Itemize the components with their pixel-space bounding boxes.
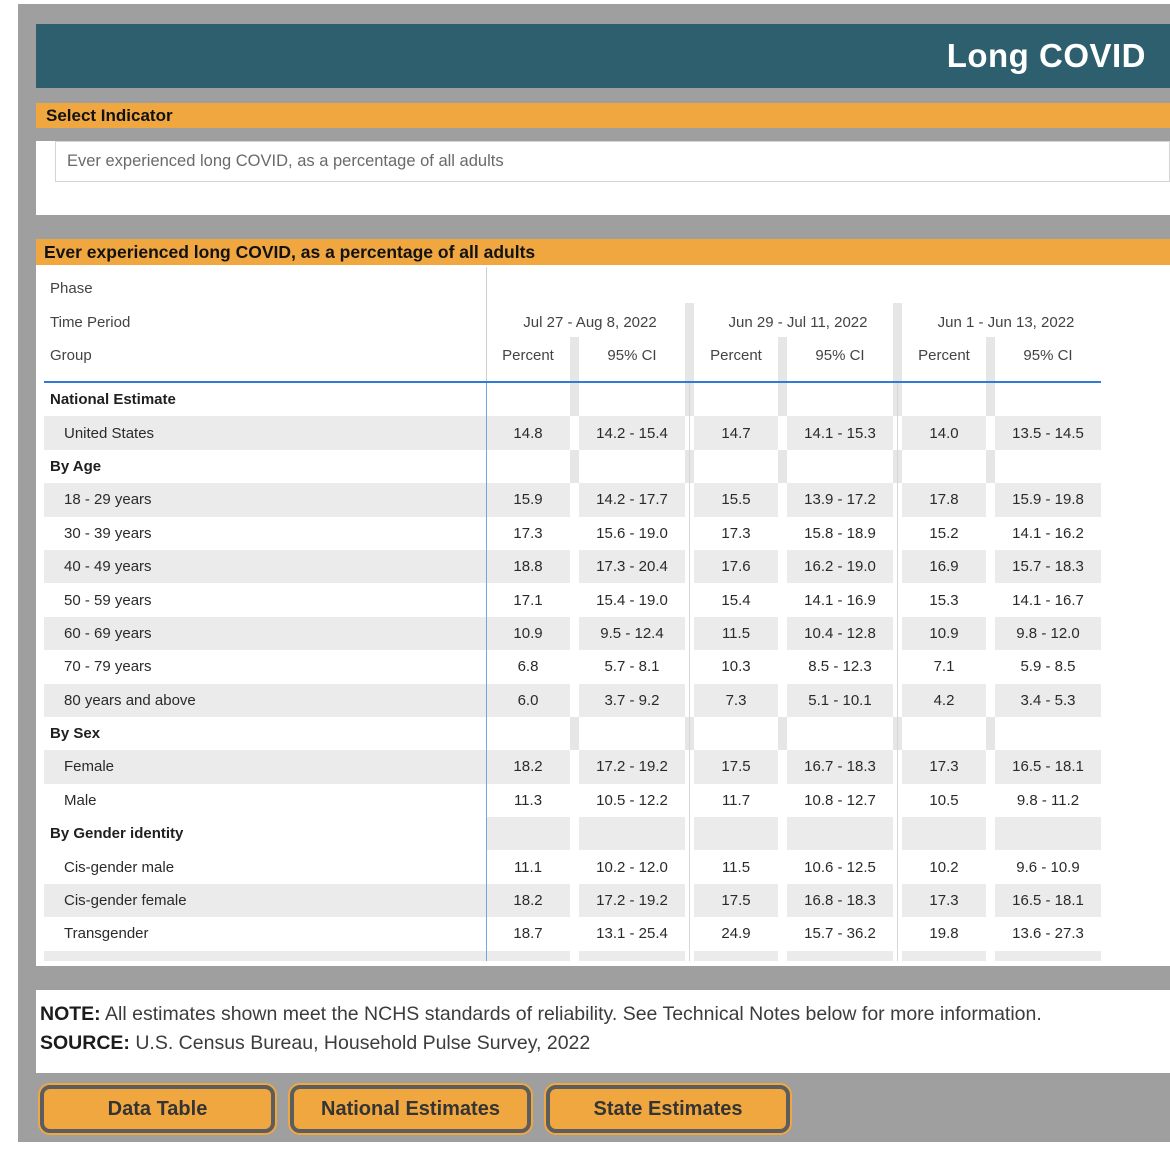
ci-cell: [579, 383, 685, 416]
group-label: Group: [50, 347, 92, 364]
row-label: By Sex: [50, 725, 101, 743]
ci-cell: 5.7 - 8.1: [604, 658, 660, 676]
cell-gap: [778, 951, 787, 961]
table-row[interactable]: [44, 550, 1101, 583]
percent-cell: 10.9: [486, 617, 570, 650]
cell-gap: [570, 917, 579, 950]
ci-cell: [995, 383, 1101, 416]
cell-gap: [778, 884, 787, 917]
source-label: SOURCE:: [40, 1032, 130, 1054]
cell-gap: [778, 850, 787, 883]
ci-cell: 9.8 - 11.2: [1016, 791, 1080, 809]
row-label: Female: [44, 750, 486, 783]
percent-cell: 15.4: [721, 591, 751, 609]
indicator-dropdown-value: Ever experienced long COVID, as a percentage of all adults: [67, 152, 504, 170]
ci-cell: [995, 817, 1101, 850]
percent-cell: 14.0: [902, 416, 986, 449]
percent-cell: [694, 450, 778, 483]
ci-cell: 17.3 - 20.4: [579, 550, 685, 583]
national-estimates-button[interactable]: National Estimates: [290, 1085, 531, 1133]
percent-cell: [902, 450, 986, 483]
page-title: Long COVID: [946, 37, 1146, 74]
notes-panel: [36, 990, 1170, 1073]
note-text: All estimates shown meet the NCHS standards of reliability. See Technical Notes below for more information.: [100, 1003, 1042, 1025]
ci-cell: 9.8 - 12.0: [995, 617, 1101, 650]
cell-gap: [778, 617, 787, 650]
ci-cell: 14.2 - 17.7: [579, 483, 685, 516]
row-label: Transgender: [64, 925, 149, 943]
cell-gap: [570, 784, 579, 817]
category-row: [44, 817, 1101, 850]
row-label: 18 - 29 years: [44, 483, 486, 516]
percent-cell: 10.3: [721, 658, 751, 676]
percent-cell: 17.6: [694, 550, 778, 583]
ci-cell: 15.7 - 18.3: [995, 550, 1101, 583]
cell-gap: [570, 850, 579, 883]
cell-gap: [986, 717, 995, 750]
percent-cell: 18.7: [513, 925, 543, 943]
ci-cell: [787, 717, 893, 750]
percent-cell: 4.2: [902, 684, 986, 717]
ci-cell: 16.5 - 18.1: [995, 884, 1101, 917]
column-separator: [570, 337, 579, 381]
table-row[interactable]: [44, 617, 1101, 650]
percent-cell: [694, 951, 778, 961]
cell-gap: [570, 684, 579, 717]
percent-cell: [486, 450, 570, 483]
percent-cell: 17.3: [902, 750, 986, 783]
percent-cell: 18.2: [486, 750, 570, 783]
cell-gap: [986, 684, 995, 717]
cell-gap: [986, 917, 995, 950]
ci-cell: 16.2 - 19.0: [787, 550, 893, 583]
percent-cell: 17.5: [694, 884, 778, 917]
cell-gap: [986, 817, 995, 850]
cell-gap: [986, 617, 995, 650]
group-separator: [685, 303, 694, 381]
ci-cell: 5.9 - 8.5: [1020, 658, 1076, 676]
percent-cell: 15.3: [929, 591, 959, 609]
ci-column-header: 95% CI: [607, 347, 657, 364]
ci-cell: 16.5 - 18.1: [995, 750, 1101, 783]
ci-cell: 15.7 - 36.2: [804, 925, 876, 943]
percent-column-header: Percent: [710, 347, 762, 364]
ci-cell: 15.9 - 19.8: [995, 483, 1101, 516]
table-row[interactable]: [44, 784, 1101, 817]
percent-cell: 11.7: [721, 791, 751, 809]
percent-cell: [486, 951, 570, 961]
row-label: 50 - 59 years: [64, 591, 152, 609]
ci-cell: 14.1 - 16.9: [804, 591, 876, 609]
source-line: [40, 1029, 1170, 1058]
cell-gap: [570, 383, 579, 416]
ci-column-header: 95% CI: [1023, 347, 1073, 364]
percent-cell: 15.2: [929, 524, 959, 542]
cell-gap: [570, 951, 579, 961]
ci-cell: 14.1 - 16.7: [1012, 591, 1084, 609]
percent-cell: 16.9: [902, 550, 986, 583]
table-row[interactable]: [44, 483, 1101, 516]
percent-cell: 11.5: [721, 858, 751, 876]
cell-gap: [778, 684, 787, 717]
ci-cell: 14.1 - 16.2: [1012, 524, 1084, 542]
ci-cell: 3.4 - 5.3: [995, 684, 1101, 717]
cell-gap: [986, 483, 995, 516]
percent-column-header: Percent: [502, 347, 554, 364]
row-label: 60 - 69 years: [44, 617, 486, 650]
row-label: By Age: [50, 457, 102, 475]
ci-cell: [787, 951, 893, 961]
ci-cell: [995, 450, 1101, 483]
table-row[interactable]: [44, 917, 1101, 950]
ci-cell: 10.2 - 12.0: [596, 858, 668, 876]
matrix-title: Ever experienced long COVID, as a percentage of all adults: [44, 241, 536, 262]
select-indicator-label: Select Indicator: [46, 105, 173, 125]
percent-cell: [902, 383, 986, 416]
row-label: United States: [44, 416, 486, 449]
cell-gap: [778, 583, 787, 616]
cell-gap: [778, 517, 787, 550]
ci-cell: [579, 450, 685, 483]
data-table-button[interactable]: Data Table: [40, 1085, 275, 1133]
percent-cell: 7.3: [694, 684, 778, 717]
cell-gap: [570, 483, 579, 516]
row-label: National Estimate: [50, 391, 176, 409]
matrix-header: [44, 265, 1101, 383]
cell-gap: [986, 784, 995, 817]
percent-cell: 10.2: [929, 858, 959, 876]
ci-cell: 10.8 - 12.7: [804, 791, 876, 809]
matrix-panel[interactable]: [36, 265, 1170, 966]
column-separator: [778, 337, 787, 381]
ci-cell: [995, 717, 1101, 750]
cell-gap: [570, 650, 579, 683]
percent-cell: 17.5: [694, 750, 778, 783]
period-label: Jun 29 - Jul 11, 2022: [728, 314, 868, 331]
row-label: [44, 951, 486, 961]
cell-gap: [986, 750, 995, 783]
cell-gap: [986, 884, 995, 917]
row-label: 40 - 49 years: [44, 550, 486, 583]
cell-gap: [570, 583, 579, 616]
percent-cell: 24.9: [721, 925, 751, 943]
cell-gap: [570, 884, 579, 917]
cell-gap: [570, 416, 579, 449]
cell-gap: [986, 583, 995, 616]
ci-cell: 13.9 - 17.2: [787, 483, 893, 516]
ci-cell: 9.5 - 12.4: [579, 617, 685, 650]
percent-cell: [902, 951, 986, 961]
ci-cell: 15.8 - 18.9: [804, 524, 876, 542]
cell-gap: [986, 517, 995, 550]
cell-gap: [570, 450, 579, 483]
cell-gap: [778, 650, 787, 683]
period-label: Jun 1 - Jun 13, 2022: [937, 314, 1075, 331]
ci-cell: [579, 817, 685, 850]
table-row[interactable]: [44, 684, 1101, 717]
row-label: 30 - 39 years: [64, 524, 152, 542]
ci-cell: 16.8 - 18.3: [787, 884, 893, 917]
percent-cell: [902, 717, 986, 750]
cell-gap: [570, 817, 579, 850]
ci-cell: 16.7 - 18.3: [787, 750, 893, 783]
cell-gap: [570, 617, 579, 650]
cell-gap: [986, 450, 995, 483]
row-label: 80 years and above: [44, 684, 486, 717]
cell-gap: [986, 416, 995, 449]
note-label: NOTE:: [40, 1003, 101, 1025]
ci-cell: 9.6 - 10.9: [1016, 858, 1080, 876]
cell-gap: [778, 483, 787, 516]
percent-cell: 11.5: [694, 617, 778, 650]
percent-cell: 19.8: [929, 925, 959, 943]
ci-cell: 10.4 - 12.8: [787, 617, 893, 650]
percent-cell: 7.1: [933, 658, 955, 676]
cell-gap: [778, 450, 787, 483]
ci-cell: 14.1 - 15.3: [787, 416, 893, 449]
ci-cell: 13.1 - 25.4: [596, 925, 668, 943]
cell-gap: [570, 717, 579, 750]
ci-cell: 5.1 - 10.1: [787, 684, 893, 717]
ci-cell: [787, 817, 893, 850]
cell-gap: [778, 917, 787, 950]
row-label: Male: [64, 791, 97, 809]
indicator-panel: [36, 141, 1170, 215]
percent-cell: 18.8: [486, 550, 570, 583]
row-label: By Gender identity: [50, 825, 184, 843]
matrix-body: [44, 383, 1101, 961]
category-row: [44, 450, 1101, 483]
cell-gap: [570, 750, 579, 783]
state-estimates-button[interactable]: State Estimates: [546, 1085, 790, 1133]
cell-gap: [778, 750, 787, 783]
ci-cell: [579, 717, 685, 750]
table-row[interactable]: [44, 583, 1101, 616]
ci-cell: [995, 951, 1101, 961]
cell-gap: [778, 383, 787, 416]
percent-cell: [694, 817, 778, 850]
group-divider-line: [897, 383, 898, 961]
cell-gap: [778, 416, 787, 449]
cell-gap: [986, 951, 995, 961]
cell-gap: [986, 850, 995, 883]
partial-row: [44, 951, 1101, 961]
category-row: [44, 383, 1101, 416]
ci-cell: 3.7 - 9.2: [579, 684, 685, 717]
ci-cell: 17.2 - 19.2: [579, 884, 685, 917]
cell-gap: [570, 550, 579, 583]
percent-column-header: Percent: [918, 347, 970, 364]
note-line: [40, 1000, 1170, 1029]
matrix-title-bar: [36, 239, 1170, 265]
row-label: 70 - 79 years: [64, 658, 152, 676]
percent-cell: 14.7: [694, 416, 778, 449]
period-group-1: [486, 265, 694, 381]
ci-cell: [579, 951, 685, 961]
ci-cell: 8.5 - 12.3: [808, 658, 872, 676]
ci-cell: [787, 383, 893, 416]
cell-gap: [570, 517, 579, 550]
percent-cell: 15.5: [694, 483, 778, 516]
title-bar: [36, 24, 1170, 88]
percent-cell: 15.9: [486, 483, 570, 516]
percent-cell: 11.1: [513, 858, 543, 876]
select-indicator-bar: [36, 103, 1170, 128]
ci-cell: 15.6 - 19.0: [596, 524, 668, 542]
percent-cell: [902, 817, 986, 850]
period-group-2: [694, 265, 902, 381]
button-row: [36, 1085, 1170, 1133]
ci-cell: 13.6 - 27.3: [1012, 925, 1084, 943]
row-label: Cis-gender male: [64, 858, 175, 876]
percent-cell: 17.3: [513, 524, 543, 542]
indicator-dropdown[interactable]: [55, 141, 1170, 182]
table-row[interactable]: [44, 650, 1101, 683]
time-period-label: Time Period: [50, 314, 131, 331]
percent-cell: [486, 817, 570, 850]
ci-cell: 13.5 - 14.5: [995, 416, 1101, 449]
row-header-divider-line: [486, 383, 487, 961]
period-label: Jul 27 - Aug 8, 2022: [523, 314, 657, 331]
category-row: [44, 717, 1101, 750]
cell-gap: [778, 717, 787, 750]
percent-cell: 10.5: [929, 791, 959, 809]
percent-cell: [486, 717, 570, 750]
ci-cell: 17.2 - 19.2: [579, 750, 685, 783]
phase-label: Phase: [50, 280, 93, 297]
cell-gap: [778, 784, 787, 817]
percent-cell: 17.8: [902, 483, 986, 516]
report-content: [36, 24, 1170, 1133]
cell-gap: [986, 383, 995, 416]
table-row[interactable]: [44, 884, 1101, 917]
ci-cell: 10.5 - 12.2: [596, 791, 668, 809]
percent-cell: 18.2: [486, 884, 570, 917]
ci-cell: 14.2 - 15.4: [579, 416, 685, 449]
ci-cell: 10.6 - 12.5: [804, 858, 876, 876]
period-group-3: [902, 265, 1110, 381]
table-row[interactable]: [44, 416, 1101, 449]
percent-cell: [486, 383, 570, 416]
cell-gap: [986, 550, 995, 583]
ci-cell: 15.4 - 19.0: [596, 591, 668, 609]
ci-cell: [787, 450, 893, 483]
cell-gap: [986, 650, 995, 683]
row-label: Cis-gender female: [44, 884, 486, 917]
cell-gap: [778, 550, 787, 583]
source-text: U.S. Census Bureau, Household Pulse Survey, 2022: [129, 1032, 591, 1054]
cell-gap: [778, 817, 787, 850]
group-divider-line: [689, 383, 690, 961]
percent-cell: 17.1: [513, 591, 543, 609]
percent-cell: 17.3: [721, 524, 751, 542]
percent-cell: 11.3: [513, 791, 543, 809]
table-row[interactable]: [44, 850, 1101, 883]
percent-cell: 6.8: [517, 658, 539, 676]
percent-cell: [694, 383, 778, 416]
table-row[interactable]: [44, 750, 1101, 783]
column-separator: [986, 337, 995, 381]
percent-cell: 10.9: [902, 617, 986, 650]
group-separator: [893, 303, 902, 381]
percent-cell: 14.8: [486, 416, 570, 449]
ci-column-header: 95% CI: [815, 347, 865, 364]
percent-cell: 17.3: [902, 884, 986, 917]
percent-cell: 6.0: [486, 684, 570, 717]
percent-cell: [694, 717, 778, 750]
table-row[interactable]: [44, 517, 1101, 550]
